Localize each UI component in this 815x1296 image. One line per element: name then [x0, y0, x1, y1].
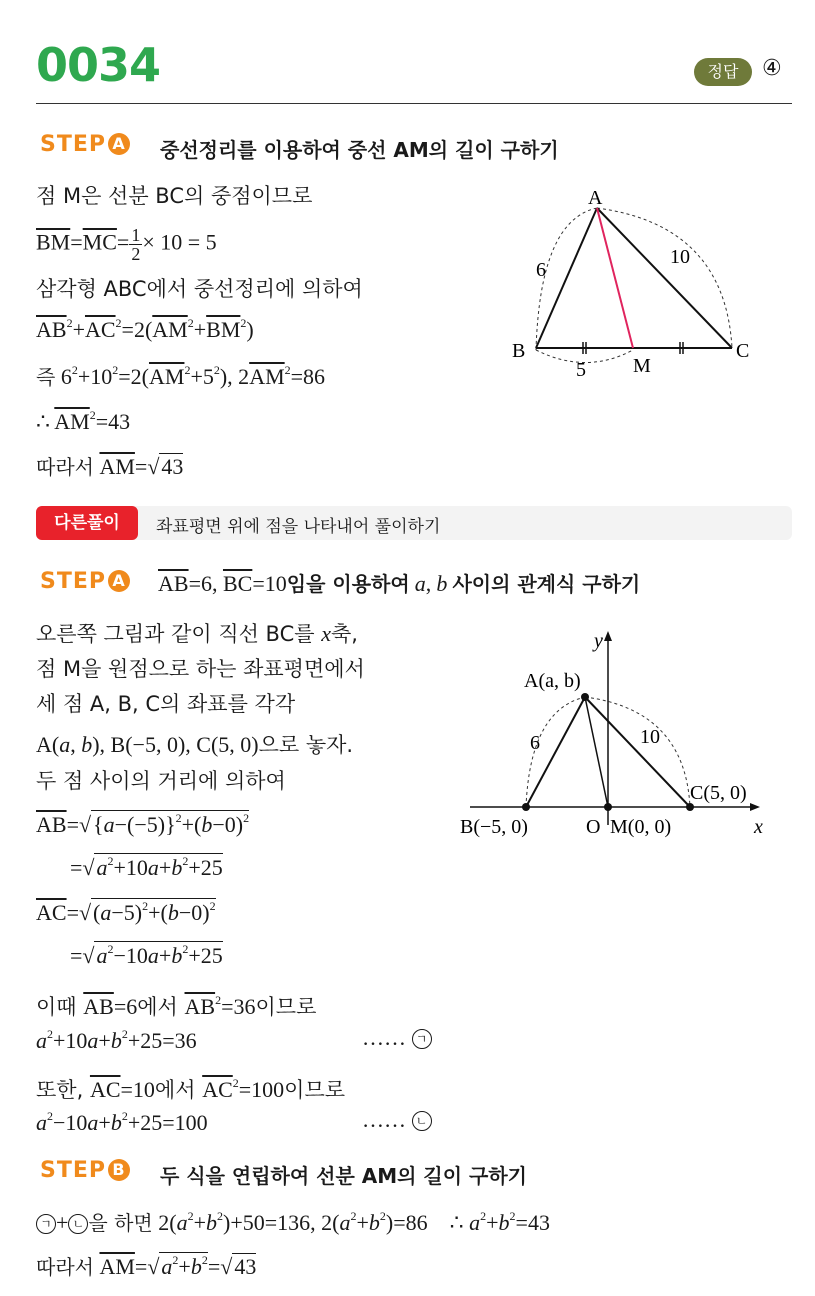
label-a: A	[588, 187, 603, 209]
length-ac: 10	[670, 246, 690, 268]
step-a2-label	[40, 569, 130, 594]
label-y: y	[594, 630, 603, 652]
coordinate-figure	[460, 625, 790, 840]
step-a-line7: 따라서 $\overline{AM}=√43$	[36, 454, 184, 479]
step-a-letter: A	[108, 133, 130, 155]
label-m: M(0, 0)	[610, 816, 672, 838]
step-b-label	[40, 1158, 130, 1183]
dots: ……	[362, 1107, 406, 1132]
seg-bm: $\overline{BM}$	[36, 229, 71, 255]
length-ab: 6	[536, 259, 546, 281]
x-axis-arrow	[750, 803, 760, 811]
therefore-symbol: ∴	[36, 409, 50, 434]
label-x: x	[754, 816, 763, 838]
word-imeuro: 이므로	[255, 995, 317, 1019]
answer-badge: 정답	[694, 58, 752, 86]
step-a-label-text: STEP	[40, 132, 107, 157]
step-b-letter: B	[108, 1159, 130, 1181]
y-axis-arrow	[604, 631, 612, 641]
label-c: C(5, 0)	[690, 782, 747, 804]
frac-num: 1	[131, 225, 141, 245]
seg-mc: $\overline{MC}$	[82, 229, 117, 255]
eq-sign: =	[70, 229, 83, 255]
step-a2-line10: 이때 $\overline{AB}=6$에서 $\overline{AB}^2=36$이므로	[36, 993, 317, 1019]
dots: ……	[362, 1025, 406, 1050]
calc-text: × 10 = 5	[142, 229, 217, 255]
point-c	[686, 803, 694, 811]
step-a2-label-text: STEP	[40, 569, 107, 594]
word-itte: 이때	[36, 995, 77, 1019]
step-a2-line1: 오른쪽 그림과 같이 직선 BC를 x축,	[36, 621, 358, 646]
word-ttarasseo: 따라서	[36, 1255, 94, 1279]
equation-mark-2	[362, 1107, 432, 1133]
label-b: B	[512, 340, 526, 362]
median-am	[585, 697, 608, 807]
step-b-title: 두 식을 연립하여 선분 AM의 길이 구하기	[160, 1164, 527, 1188]
step-a-label	[40, 132, 130, 157]
point-m	[604, 803, 612, 811]
header-divider	[36, 103, 792, 104]
step-a-line3: 삼각형 ABC에서 중선정리에 의하여	[36, 277, 363, 301]
problem-number: 0034	[36, 38, 161, 92]
word-eul-hamyeon: 을 하면	[88, 1211, 153, 1235]
circled-mark-1: ㄱ	[36, 1214, 56, 1234]
step-a2-line2: 점 M을 원점으로 하는 좌표평면에서	[36, 657, 365, 681]
step-a2-title-end: 사이의 관계식 구하기	[452, 572, 641, 596]
triangle-figure	[500, 180, 790, 380]
length-ac: 10	[640, 726, 660, 748]
label-c: C	[736, 340, 750, 362]
label-a: A(a, b)	[524, 670, 581, 692]
step-a2-line11: $a^2+10a+b^2+25=36$	[36, 1027, 197, 1053]
equation-mark-1	[362, 1025, 432, 1051]
step-b-line2: 따라서 $\overline{AM}=√a^2+b^2=√43$	[36, 1253, 257, 1279]
step-a2-line4: A(a, b), B(−5, 0), C(5, 0)으로 놓자.	[36, 732, 354, 757]
word-ttarasseo: 따라서	[36, 455, 94, 479]
word-imeuro: 이므로	[284, 1078, 346, 1102]
side-ac	[585, 697, 690, 807]
circled-mark-2: ㄴ	[412, 1111, 432, 1131]
word-eseo: 에서	[154, 1078, 196, 1102]
alt-solution-tag: 다른풀이	[36, 506, 138, 540]
frac-den: 2	[131, 244, 141, 264]
step-a-line6: ∴ $\overline{AM}^2=43$	[36, 408, 131, 434]
length-ab: 6	[530, 732, 540, 754]
step-a2-line3: 세 점 A, B, C의 좌표를 각각	[36, 692, 296, 716]
step-a-line2	[36, 226, 217, 263]
word-jeuk: 즉	[36, 365, 56, 389]
label-m: M	[633, 355, 651, 377]
median-am	[597, 208, 633, 348]
step-a2-line13: $a^2-10a+b^2+25=100$	[36, 1109, 208, 1135]
step-b-label-text: STEP	[40, 1158, 107, 1183]
side-ac	[597, 208, 732, 348]
step-a2-line12: 또한, $\overline{AC}=10$에서 $\overline{AC}^2=100$이므로	[36, 1076, 346, 1102]
point-a	[581, 693, 589, 701]
step-a2-line1-end: 축,	[331, 622, 358, 646]
alt-solution-text: 좌표평면 위에 점을 나타내어 풀이하기	[156, 517, 441, 537]
circled-mark-1: ㄱ	[412, 1029, 432, 1049]
step-a-line5: 즉 $6^2+10^2=2(\overline{AM}^2+5^2)$, $2\overline{AM}^2=86$	[36, 363, 326, 389]
label-origin: O	[586, 816, 601, 838]
word-ttohan: 또한,	[36, 1078, 84, 1102]
step-a2-line1-text: 오른쪽 그림과 같이 직선 BC를	[36, 622, 315, 646]
circled-mark-2: ㄴ	[68, 1214, 88, 1234]
step-a2-title: $\overline{AB}=6$, $\overline{BC}=10$임을 이용하여 a, b 사이의 관계식 구하기	[158, 571, 641, 596]
fraction-half	[129, 226, 142, 263]
step-a-title: 중선정리를 이용하여 중선 AM의 길이 구하기	[160, 138, 559, 162]
step-a2-line7: $=√a^2+10a+b^2+25$	[70, 854, 223, 880]
word-eseo: 에서	[137, 995, 178, 1019]
step-a2-line4-end: 으로 놓자.	[258, 733, 354, 757]
step-a2-line8: $\overline{AC}=√(a-5)^2+(b-0)^2$	[36, 899, 216, 925]
step-a2-line5: 두 점 사이의 거리에 의하여	[36, 769, 286, 793]
step-a2-line9: $=√a^2-10a+b^2+25$	[70, 942, 223, 968]
eq-sign: =	[116, 229, 130, 255]
length-bm: 5	[576, 359, 586, 380]
label-b: B(−5, 0)	[460, 816, 528, 838]
step-a-line1: 점 M은 선분 BC의 중점이므로	[36, 184, 313, 208]
step-a2-letter: A	[108, 570, 130, 592]
step-a-line4: $\overline{AB}^2+\overline{AC}^2=2(\overline{AM}^2+\overline{BM}^2)$	[36, 316, 254, 342]
step-a2-title-mid: 임을 이용하여	[286, 572, 410, 596]
point-b	[522, 803, 530, 811]
step-a2-line6: $\overline{AB}=√\{a-(-5)\}^2+(b-0)^2$	[36, 811, 250, 837]
answer-value: ④	[762, 56, 782, 81]
step-b-line1: ㄱ + ㄴ 을 하면 $2(a^2+b^2)+50=136$, $2(a^2+b^2)=86$ ∴ $a^2+b^2=43$	[36, 1207, 550, 1236]
